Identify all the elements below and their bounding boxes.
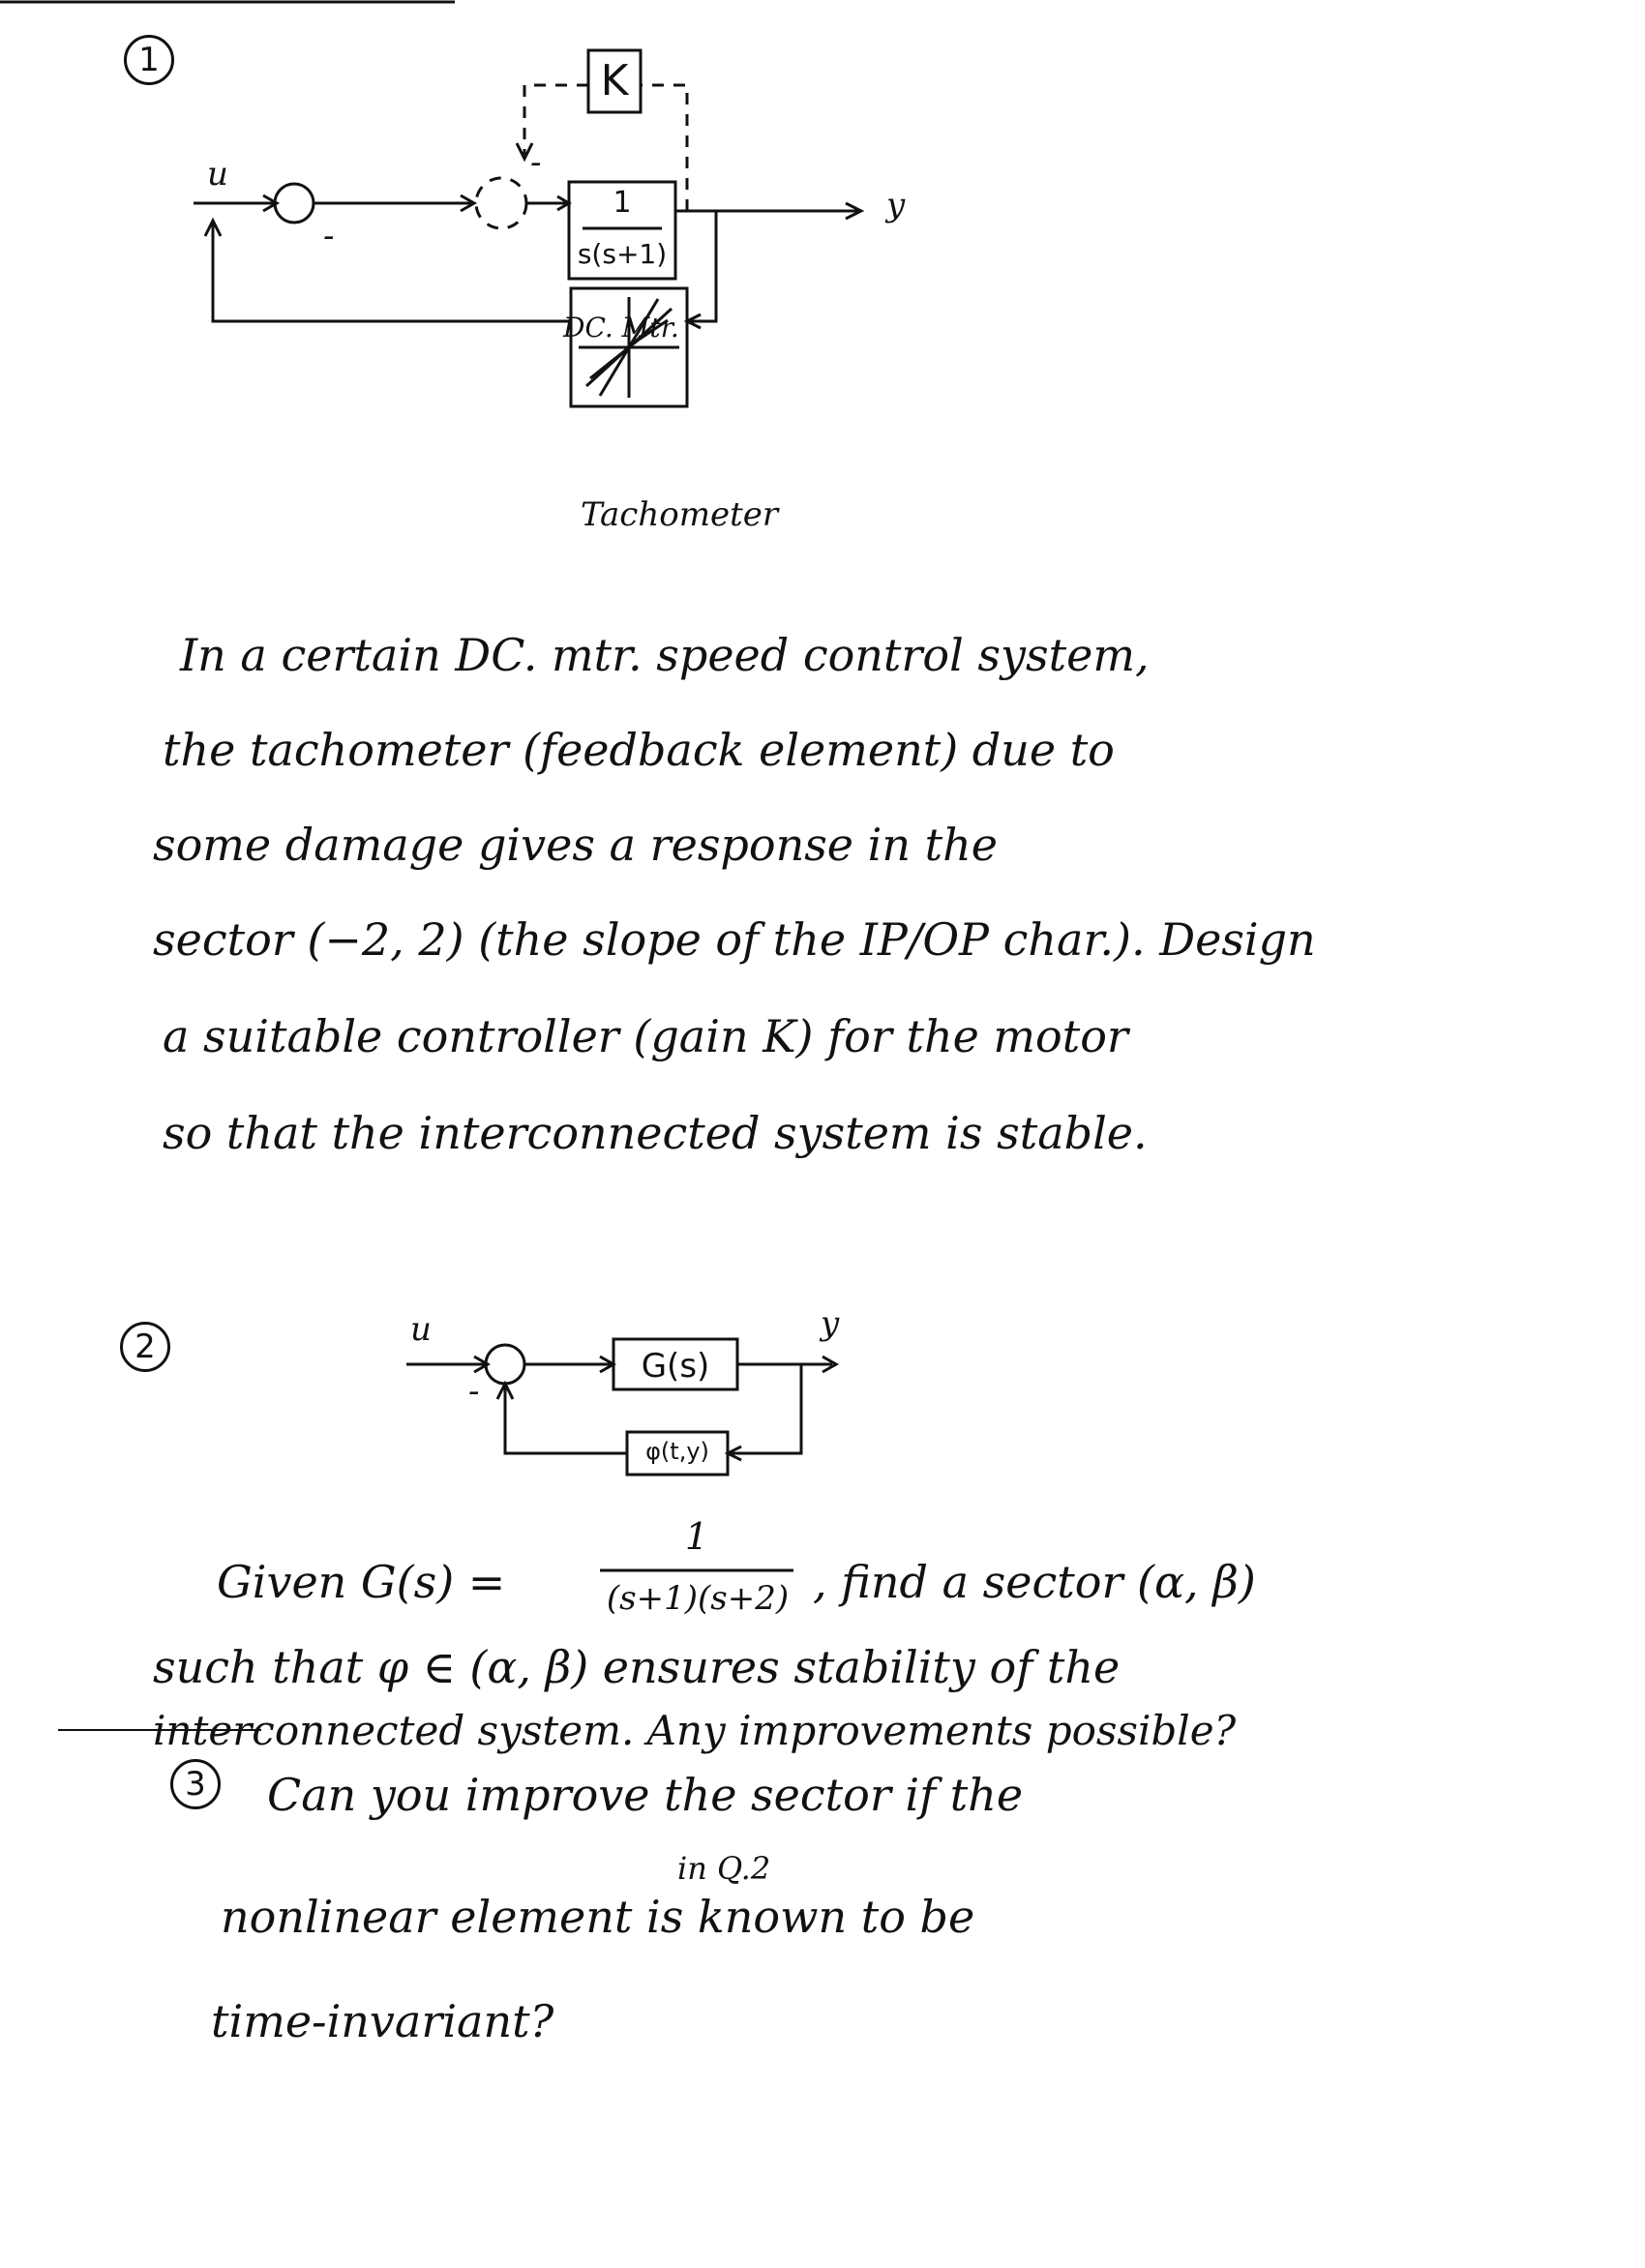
q3-insert-note: in Q.2 xyxy=(677,1850,771,1887)
q2-output-label: y xyxy=(821,1304,840,1343)
q2-fraction-denominator: (s+1)(s+2) xyxy=(606,1579,790,1618)
q3-text-line-1: Can you improve the sector if the xyxy=(267,1769,1024,1821)
q2-input-label: u xyxy=(410,1310,432,1349)
q1-minus-sign-1: - xyxy=(323,217,335,255)
q1-block-diagram xyxy=(194,39,968,542)
q1-text-line-3: some damage gives a response in the xyxy=(153,819,998,871)
question-3-number: 3 xyxy=(170,1759,221,1809)
q3-text-line-2: nonlinear element is known to be xyxy=(221,1891,975,1943)
q1-plant-numerator: 1 xyxy=(613,186,632,220)
q1-minus-sign-2: - xyxy=(530,143,542,182)
q2-fraction-numerator: 1 xyxy=(684,1515,709,1558)
q1-feedback-path xyxy=(687,211,716,321)
q2-given-prefix: Given G(s) = xyxy=(217,1556,506,1608)
q2-text-line-1: such that φ ∈ (α, β) ensures stability of the xyxy=(153,1641,1121,1693)
q2-feedback-block-label: φ(t,y) xyxy=(645,1438,709,1465)
q1-text-line-4: sector (−2, 2) (the slope of the IP/OP char.). Design xyxy=(153,913,1316,966)
q1-plant-caption: DC. Mtr. xyxy=(563,312,679,343)
q1-text-line-6: so that the interconnected system is stable. xyxy=(163,1107,1148,1159)
question-1-number: 1 xyxy=(124,35,174,85)
question-2-number: 2 xyxy=(120,1322,170,1372)
q2-forward-block-label: G(s) xyxy=(641,1347,710,1386)
q2-given-suffix: , find a sector (α, β) xyxy=(813,1556,1256,1608)
q1-text-line-2: the tachometer (feedback element) due to xyxy=(163,724,1115,776)
q2-fraction-bar xyxy=(600,1567,793,1573)
q1-gain-label: K xyxy=(600,56,629,105)
q1-tachometer-caption: Tachometer xyxy=(581,495,779,534)
q1-input-label: u xyxy=(207,155,228,194)
q2-margin-line xyxy=(58,1728,271,1734)
q3-text-line-3: time-invariant? xyxy=(211,1995,554,2047)
q2-block-diagram xyxy=(406,1306,948,1509)
q1-summing-junction xyxy=(275,184,314,223)
q1-text-line-5: a suitable controller (gain K) for the motor xyxy=(163,1010,1128,1062)
top-edge-line xyxy=(0,0,464,6)
q2-summing-junction xyxy=(486,1345,524,1384)
q1-plant-denominator: s(s+1) xyxy=(577,238,668,270)
q1-output-label: y xyxy=(886,186,906,224)
q1-text-line-1: In a certain DC. mtr. speed control system, xyxy=(180,629,1150,681)
q1-dashed-summing-junction xyxy=(476,178,526,228)
q2-text-line-2: interconnected system. Any improvements possible? xyxy=(153,1707,1237,1754)
q2-minus-sign: - xyxy=(468,1372,480,1411)
